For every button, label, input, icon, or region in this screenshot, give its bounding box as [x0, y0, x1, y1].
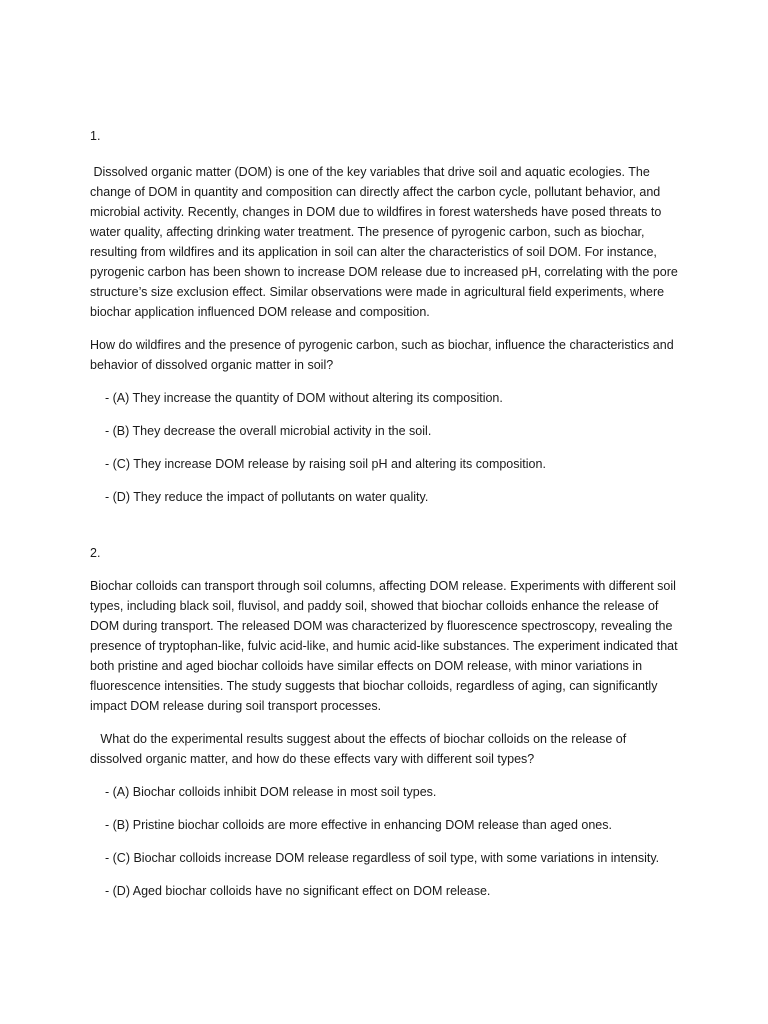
question-prompt: How do wildfires and the presence of pyrogenic carbon, such as biochar, influence the characteristics and behavior of dissolved organic matter in soil?	[90, 338, 674, 372]
answer-option-d: - (D) Aged biochar colloids have no significant effect on DOM release.	[105, 884, 491, 898]
question-passage: Biochar colloids can transport through soil columns, affecting DOM release. Experiments with different soil types, including black soil, fluvisol, and paddy soil, showed that biochar colloids enhance the release of DOM during transport. The released DOM was characterized by fluorescence spectroscopy, revealing the presence of tryptophan-like, fulvic acid-like, and humic acid-like substances. The experiment indicated that both pristine and aged biochar colloids have similar effects on DOM release, with minor variations in fluorescence intensities. The study suggests that biochar colloids, regardless of aging, can significantly impact DOM release during soil transport processes.	[90, 579, 678, 713]
answer-option-d: - (D) They reduce the impact of pollutants on water quality.	[105, 490, 429, 504]
answer-option-b: - (B) Pristine biochar colloids are more effective in enhancing DOM release than aged ones.	[105, 818, 612, 832]
answer-option-a: - (A) Biochar colloids inhibit DOM release in most soil types.	[105, 785, 437, 799]
question-1	[90, 126, 680, 507]
question-number: 2.	[90, 546, 101, 560]
question-passage: Dissolved organic matter (DOM) is one of the key variables that drive soil and aquatic ecologies. The change of DOM in quantity and composition can directly affect the carbon cycle, pollutant behavior, and microbial activity. Recently, changes in DOM due to wildfires in forest watersheds have posed threats to water quality, affecting drinking water treatment. The presence of pyrogenic carbon, such as biochar, resulting from wildfires and its application in soil can alter the characteristics of soil DOM. For instance, pyrogenic carbon has been shown to increase DOM release due to increased pH, correlating with the pore structure’s size exclusion effect. Similar observations were made in agricultural field experiments, where biochar application influenced DOM release and composition.	[90, 165, 682, 319]
answer-options	[90, 782, 680, 901]
question-prompt: What do the experimental results suggest about the effects of biochar colloids on the release of dissolved organic matter, and how do these effects vary with different soil types?	[90, 732, 630, 766]
document-page	[90, 126, 680, 914]
question-number: 1.	[90, 129, 101, 143]
answer-option-b: - (B) They decrease the overall microbial activity in the soil.	[105, 424, 432, 438]
answer-option-c: - (C) They increase DOM release by raising soil pH and altering its composition.	[105, 457, 546, 471]
answer-option-a: - (A) They increase the quantity of DOM without altering its composition.	[105, 391, 503, 405]
question-2	[90, 543, 680, 901]
answer-option-c: - (C) Biochar colloids increase DOM release regardless of soil type, with some variations in intensity.	[105, 851, 660, 865]
answer-options	[90, 388, 680, 507]
